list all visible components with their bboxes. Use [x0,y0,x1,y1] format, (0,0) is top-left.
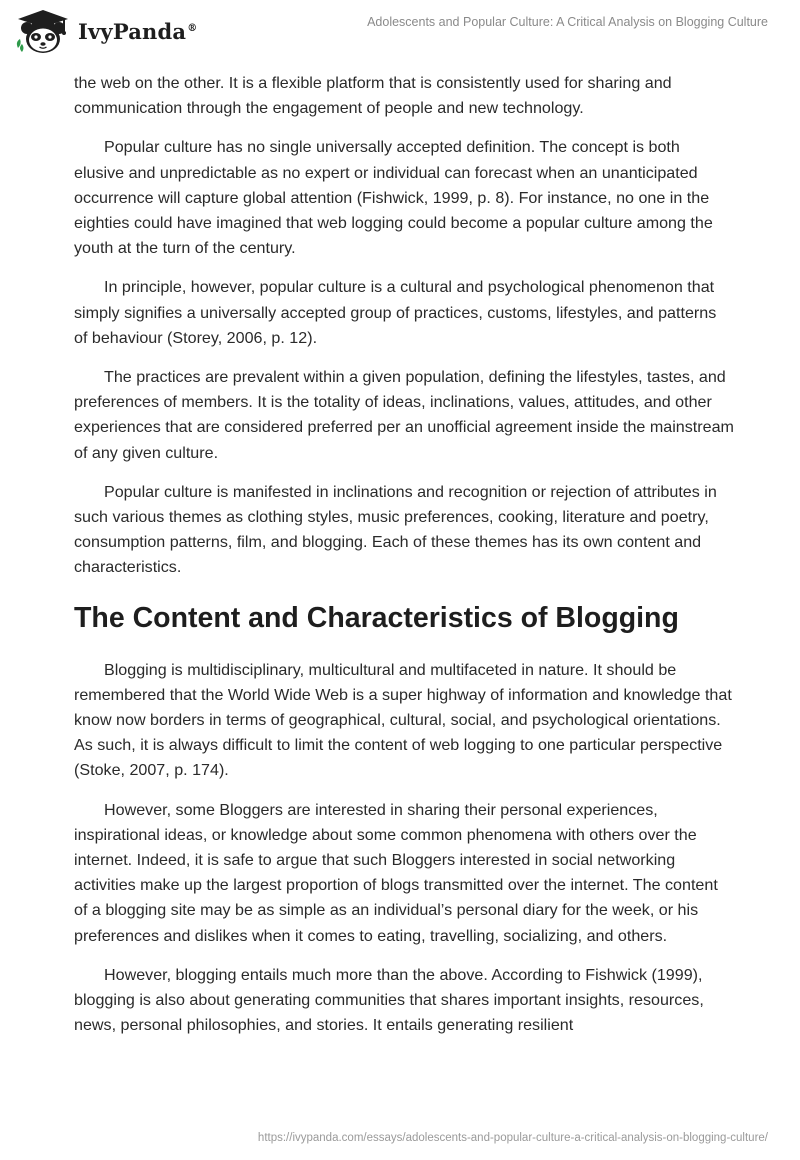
paragraph: In principle, however, popular culture is a cultural and psychological phenomenon that simply signifies a universally accepted group of practices, customs, lifestyles, and patterns of behaviour (Storey, 2006, p. 12). [74,278,717,347]
registered-mark: ® [187,22,198,34]
paragraph: Popular culture is manifested in inclinations and recognition or rejection of attributes in such various themes as clothing styles, music preferences, cooking, literature and poetry, consumption patterns, film, and blogging. Each of these themes has its own content and characteristics. [74,482,717,577]
essay-title: Adolescents and Popular Culture: A Critical Analysis on Blogging Culture [367,15,768,29]
page-header [0,0,800,70]
paragraph: However, some Bloggers are interested in sharing their personal experiences, inspirational ideas, or knowledge about some common phenomena with others over the internet. Indeed, it is safe to argue that such Bloggers interested in social networking activities make up the largest proportion of blogs transmitted over the internet. The content of a blogging site may be as simple as an individual’s personal diary for the week, or his preferences and dislikes when it comes to eating, travelling, socializing, and others. [74,800,718,945]
source-url[interactable]: https://ivypanda.com/essays/adolescents-and-popular-culture-a-critical-analysis-on-blogging-culture/ [257,1132,768,1144]
logo-wordmark: IvyPanda® [78,18,198,44]
ivypanda-logo[interactable] [14,8,197,54]
paragraph: Popular culture has no single universally accepted definition. The concept is both elusive and unpredictable as no expert or individual can forecast when an unanticipated occurrence will capture global attention (Fishwick, 1999, p. 8). For instance, no one in the eighties could have imagined that web logging could become a popular culture among the youth at the turn of the century. [74,138,713,258]
panda-logo-icon [14,8,72,54]
paragraph: The practices are prevalent within a given population, defining the lifestyles, tastes, and preferences of members. It is the totality of ideas, inclinations, values, attitudes, and other experiences that are considered preferred per an unofficial agreement inside the mainstream of any given culture. [74,368,734,462]
paragraph: However, blogging entails much more than the above. According to Fishwick (1999), blogging is also about generating communities that shares important insights, resources, news, personal philosophies, and stories. It entails generating resilient [74,965,704,1035]
essay-body [74,71,734,1053]
section-heading: The Content and Characteristics of Blogging [74,601,679,634]
paragraph: the web on the other. It is a flexible platform that is consistently used for sharing and communication through the engagement of people and new technology. [74,74,672,118]
paragraph: Blogging is multidisciplinary, multicultural and multifaceted in nature. It should be remembered that the World Wide Web is a super highway of information and knowledge that know now borders in terms of geographical, cultural, social, and psychological orientations. As such, it is always difficult to limit the content of web logging to one particular perspective (Stoke, 2007, p. 174). [74,660,732,780]
